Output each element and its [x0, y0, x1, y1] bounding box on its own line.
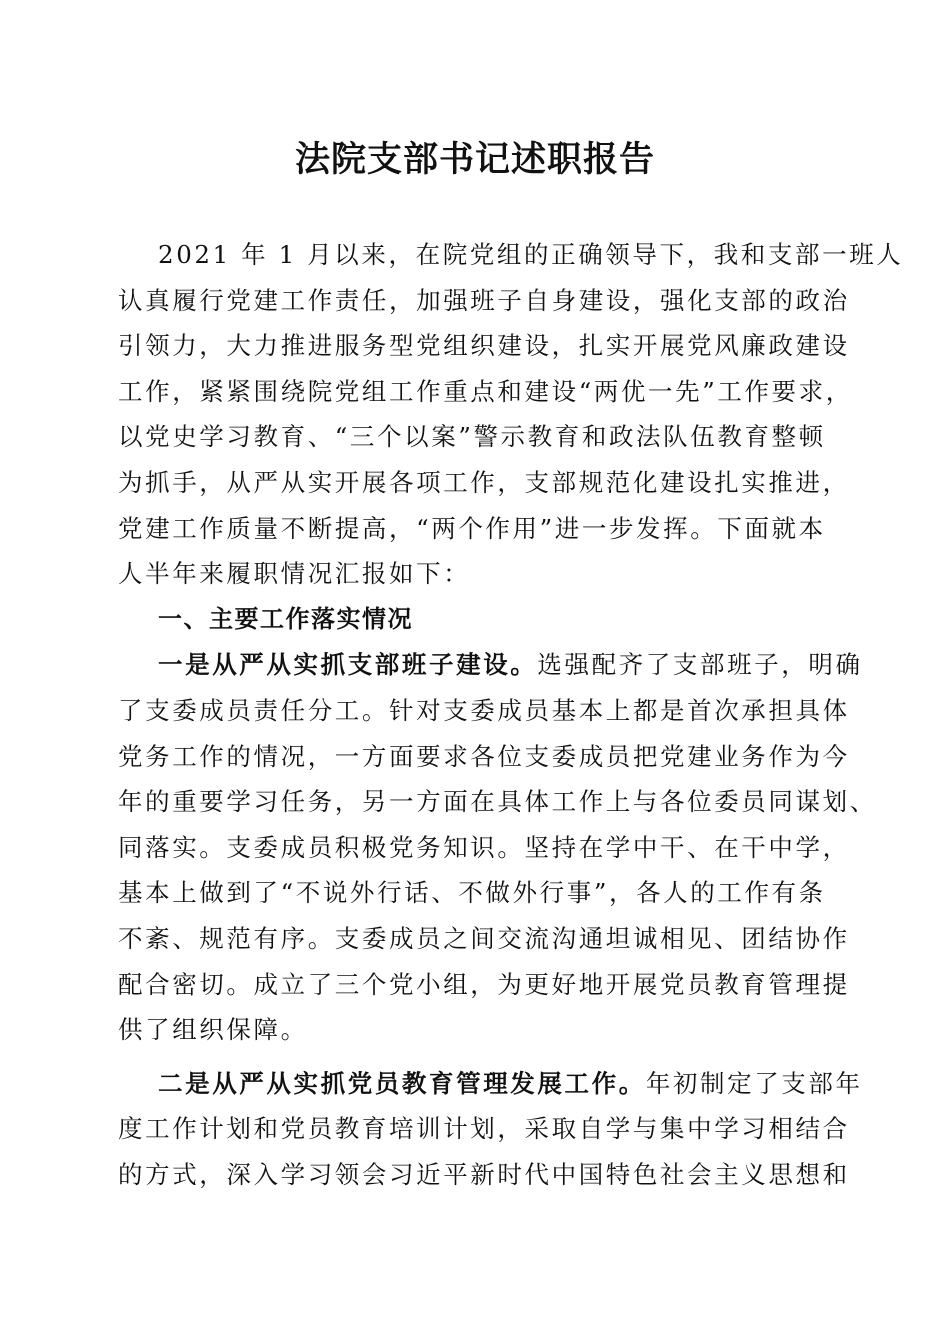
- para1-first-line: [118, 642, 863, 688]
- para1-line: 了支委成员责任分工。针对支委成员基本上都是首次承担具体: [118, 695, 850, 725]
- intro-line: 认真履行党建工作责任，加强班子自身建设，强化支部的政治: [118, 285, 850, 315]
- para1-line: 基本上做到了“不说外行话、不做外行事”，各人的工作有条: [118, 878, 826, 908]
- intro-line: 以党史学习教育、“三个以案”警示教育和政法队伍教育整顿: [118, 422, 826, 452]
- intro-line: 2021 年 1 月以来，在院党组的正确领导下，我和支部一班人: [158, 240, 904, 269]
- para1-line: 不紊、规范有序。支委成员之间交流沟通坦诚相见、团结协作: [118, 923, 850, 953]
- para1-line: 配合密切。成立了三个党小组，为更好地开展党员教育管理提: [118, 969, 850, 999]
- section-heading: 一、主要工作落实情况: [158, 604, 413, 633]
- para2-first-rest: 年初制定了支部年: [645, 1068, 863, 1098]
- paragraph-gap: [118, 1053, 836, 1061]
- document-body: [118, 232, 904, 1197]
- para1-lead: 一是从严从实抓支部班子建设。: [158, 650, 538, 680]
- intro-line: 为抓手，从严从实开展各项工作，支部规范化建设扎实推进，: [118, 467, 850, 497]
- intro-line: 党建工作质量不断提高，“两个作用”进一步发挥。下面就本: [118, 513, 826, 543]
- para1-first-rest: 选强配齐了支部班子，明确: [537, 650, 863, 680]
- para2-line: 度工作计划和党员教育培训计划，采取自学与集中学习相结合: [118, 1114, 850, 1144]
- intro-line: 引领力，大力推进服务型党组织建设，扎实开展党风廉政建设: [118, 331, 850, 361]
- para1-line: 党务工作的情况，一方面要求各位支委成员把党建业务作为今: [118, 741, 850, 771]
- para2-first-line: [118, 1061, 863, 1107]
- para2-lead: 二是从严从实抓党员教育管理发展工作。: [158, 1068, 646, 1098]
- para2-line: 的方式，深入学习领会习近平新时代中国特色社会主义思想和: [118, 1159, 850, 1189]
- document-title: 法院支部书记述职报告: [294, 139, 655, 180]
- para1-line: 同落实。支委成员积极党务知识。坚持在学中干、在干中学，: [118, 832, 850, 862]
- intro-line: 工作，紧紧围绕院党组工作重点和建设“两优一先”工作要求，: [118, 376, 853, 406]
- para1-line: 供了组织保障。: [118, 1015, 308, 1045]
- intro-line: 人半年来履职情况汇报如下：: [118, 559, 471, 589]
- para1-line: 年的重要学习任务，另一方面在具体工作上与各位委员同谋划、: [118, 787, 877, 817]
